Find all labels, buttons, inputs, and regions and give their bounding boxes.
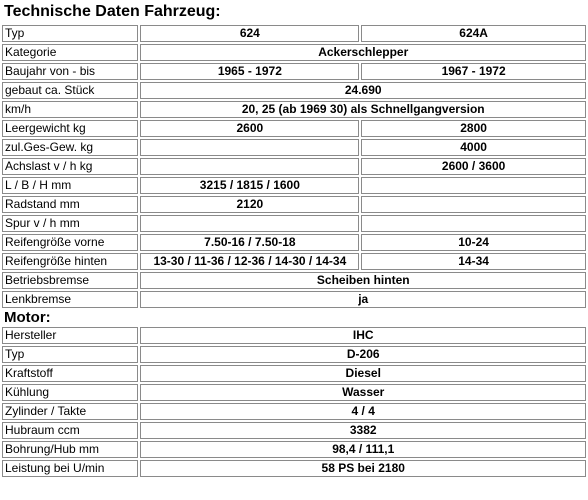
row-label: Reifengröße vorne [2, 234, 138, 251]
row-value-624a: 1967 - 1972 [361, 63, 586, 80]
row-value-624a: 624A [361, 25, 586, 42]
row-label: Zylinder / Takte [2, 403, 138, 420]
motor-section [2, 327, 586, 477]
row-label: Achslast v / h kg [2, 158, 138, 175]
row-value-624a [361, 215, 586, 232]
row-value-624: 13-30 / 11-36 / 12-36 / 14-30 / 14-34 [140, 253, 359, 270]
row-value: IHC [140, 327, 586, 344]
row-value-624 [140, 139, 359, 156]
page-title: Technische Daten Fahrzeug: [4, 3, 221, 20]
table-row [2, 272, 586, 289]
row-label: Radstand mm [2, 196, 138, 213]
row-value-624a: 4000 [361, 139, 586, 156]
row-label: Reifengröße hinten [2, 253, 138, 270]
row-label: Typ [2, 25, 138, 42]
table-row [2, 196, 586, 213]
motor-heading-section [2, 310, 586, 325]
table-row [2, 63, 586, 80]
row-value: 98,4 / 111,1 [140, 441, 586, 458]
motor-title: Motor: [4, 310, 51, 325]
row-value: Diesel [140, 365, 586, 382]
table-row [2, 253, 586, 270]
table-row [2, 327, 586, 344]
row-value: 24.690 [140, 82, 586, 99]
row-label: Kühlung [2, 384, 138, 401]
row-value: 20, 25 (ab 1969 30) als Schnellgangversion [140, 101, 586, 118]
motor-heading-row [2, 310, 586, 325]
row-label: Kraftstoff [2, 365, 138, 382]
row-label: Bohrung/Hub mm [2, 441, 138, 458]
row-label: Hubraum ccm [2, 422, 138, 439]
row-label: Leergewicht kg [2, 120, 138, 137]
row-value-624a: 14-34 [361, 253, 586, 270]
table-row [2, 215, 586, 232]
table-row [2, 403, 586, 420]
row-value-624a [361, 177, 586, 194]
table-row [2, 82, 586, 99]
table-row [2, 139, 586, 156]
row-value-624: 3215 / 1815 / 1600 [140, 177, 359, 194]
table-row [2, 441, 586, 458]
table-row [2, 25, 586, 42]
table-row [2, 44, 586, 61]
row-value-624: 1965 - 1972 [140, 63, 359, 80]
table-row [2, 460, 586, 477]
table-row [2, 234, 586, 251]
table-row [2, 291, 586, 308]
table-row [2, 365, 586, 382]
table-row [2, 101, 586, 118]
row-label: Baujahr von - bis [2, 63, 138, 80]
row-value: 4 / 4 [140, 403, 586, 420]
row-value-624: 624 [140, 25, 359, 42]
row-label: zul.Ges-Gew. kg [2, 139, 138, 156]
table-row [2, 177, 586, 194]
tech-data-table [0, 23, 588, 479]
row-label: Betriebsbremse [2, 272, 138, 289]
table-row [2, 158, 586, 175]
row-label: Typ [2, 346, 138, 363]
row-label: Lenkbremse [2, 291, 138, 308]
row-value-624a: 2600 / 3600 [361, 158, 586, 175]
table-row [2, 346, 586, 363]
row-value: D-206 [140, 346, 586, 363]
table-row [2, 422, 586, 439]
row-value: 3382 [140, 422, 586, 439]
row-value-624a: 10-24 [361, 234, 586, 251]
row-value: 58 PS bei 2180 [140, 460, 586, 477]
row-value: Scheiben hinten [140, 272, 586, 289]
row-label: L / B / H mm [2, 177, 138, 194]
row-value-624 [140, 158, 359, 175]
row-value-624a: 2800 [361, 120, 586, 137]
row-label: Spur v / h mm [2, 215, 138, 232]
row-value-624: 2120 [140, 196, 359, 213]
vehicle-section [2, 25, 586, 308]
row-value: ja [140, 291, 586, 308]
row-value-624 [140, 215, 359, 232]
row-value-624: 7.50-16 / 7.50-18 [140, 234, 359, 251]
row-value: Ackerschlepper [140, 44, 586, 61]
row-value-624a [361, 196, 586, 213]
row-label: km/h [2, 101, 138, 118]
row-value: Wasser [140, 384, 586, 401]
table-row [2, 120, 586, 137]
row-label: Kategorie [2, 44, 138, 61]
row-label: Hersteller [2, 327, 138, 344]
table-row [2, 384, 586, 401]
row-label: gebaut ca. Stück [2, 82, 138, 99]
row-label: Leistung bei U/min [2, 460, 138, 477]
row-value-624: 2600 [140, 120, 359, 137]
